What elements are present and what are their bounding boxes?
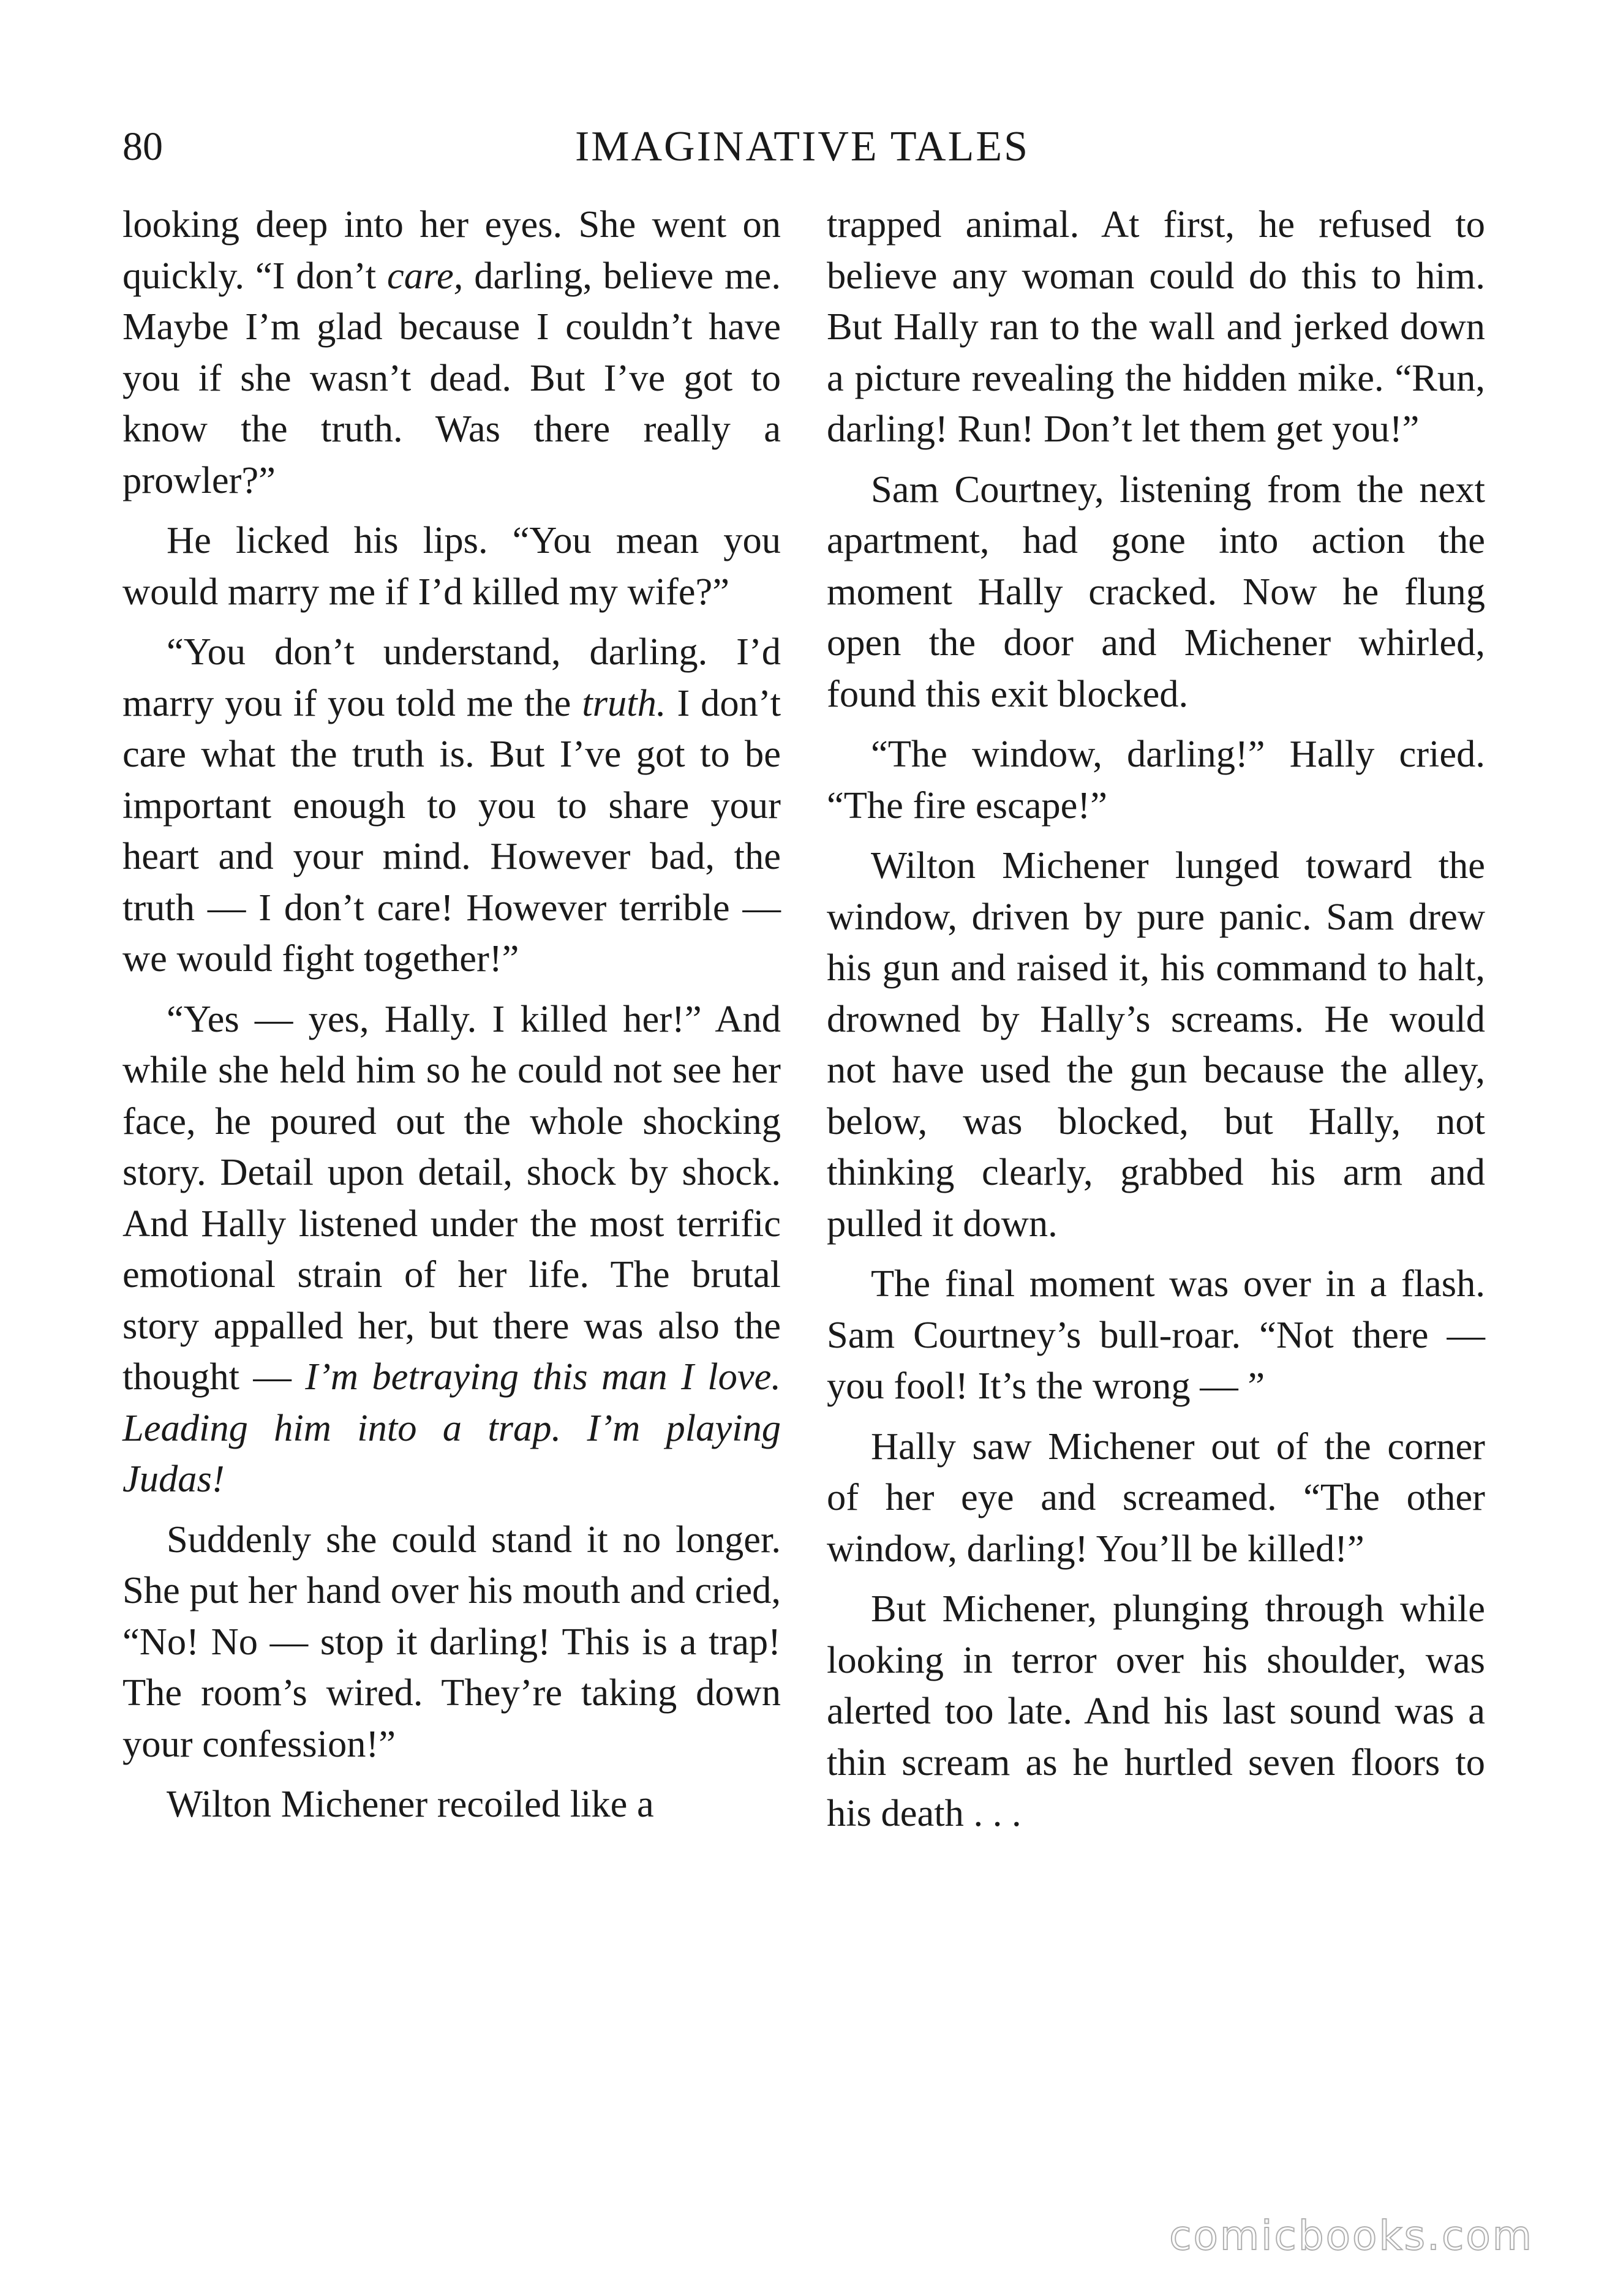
paragraph: Sam Courtney, listening from the next apartment, had gone into action the moment Hally cracked. Now he flung open the door and Michener whirled, found this exit blocked. xyxy=(827,467,1485,715)
paragraph: Suddenly she could stand it no longer. She put her hand over his mouth and cried, “No! No — stop it darling! This is a trap! The room’s wired. They’re taking down your confession!” xyxy=(122,1517,781,1765)
paragraph xyxy=(122,626,781,985)
italic-text: care, xyxy=(386,253,464,297)
paragraph: “The window, darling!” Hally cried. “The fire escape!” xyxy=(827,732,1485,827)
paragraph xyxy=(122,199,781,506)
text-run: “Yes — yes, Hally. I killed her!” And while she held him so he could not see her face, he poured out the whole shocking story. Detail upon detail, shock by shock. And Hally listened under the most terrific emotional strain of her life. The brutal story appalled her, but there was also the thought — xyxy=(122,997,781,1398)
italic-text: truth. xyxy=(582,681,666,724)
running-title: IMAGINATIVE TALES xyxy=(574,123,1030,170)
paragraph xyxy=(122,994,781,1505)
page-header xyxy=(122,119,1482,174)
page-number: 80 xyxy=(122,124,163,169)
paragraph: The final moment was over in a flash. Sam Courtney’s bull-roar. “Not there — you fool! It’s the wrong — ” xyxy=(827,1262,1485,1407)
text-run: I don’t care what the truth is. But I’ve got to be important enough to you to share your heart and your mind. However bad, the truth — I don’t care! However terrible — we would fight together!” xyxy=(122,681,781,980)
text-run: darling, believe me. Maybe I’m glad because I couldn’t have you if she wasn’t dead. But I’ve got to know the truth. Was there really a prowler?” xyxy=(122,253,781,501)
italic-text: I’m betraying this man I love. Leading him into a trap. I’m playing Judas! xyxy=(122,1355,781,1500)
paragraph: But Michener, plunging through while looking in terror over his shoulder, was alerted too late. And his last sound was a thin scream as he hurtled seven floors to his death . . . xyxy=(827,1587,1485,1834)
paragraph: Hally saw Michener out of the corner of her eye and screamed. “The other window, darling! You’ll be killed!” xyxy=(827,1424,1485,1570)
paragraph: He licked his lips. “You mean you would marry me if I’d killed my wife?” xyxy=(122,519,781,613)
right-column xyxy=(827,199,1485,1848)
paragraph: trapped animal. At first, he refused to believe any woman could do this to him. But Hally ran to the wall and jerked down a picture revealing the hidden mike. “Run, darling! Run! Don’t let them get you!” xyxy=(827,203,1485,450)
paragraph: Wilton Michener recoiled like a xyxy=(167,1782,654,1825)
watermark: comicbooks.com xyxy=(1169,2212,1534,2259)
paragraph: Wilton Michener lunged toward the window, driven by pure panic. Sam drew his gun and raised it, his command to halt, drowned by Hally’s screams. He would not have used the gun because the alley, below, was blocked, but Hally, not thinking clearly, grabbed his arm and pulled it down. xyxy=(827,844,1485,1245)
left-column xyxy=(122,199,781,1839)
text-run: looking deep into her eyes. She went on quickly. “I don’t xyxy=(122,203,781,297)
text-run: “You don’t understand, darling. I’d marry you if you told me the xyxy=(122,630,781,724)
